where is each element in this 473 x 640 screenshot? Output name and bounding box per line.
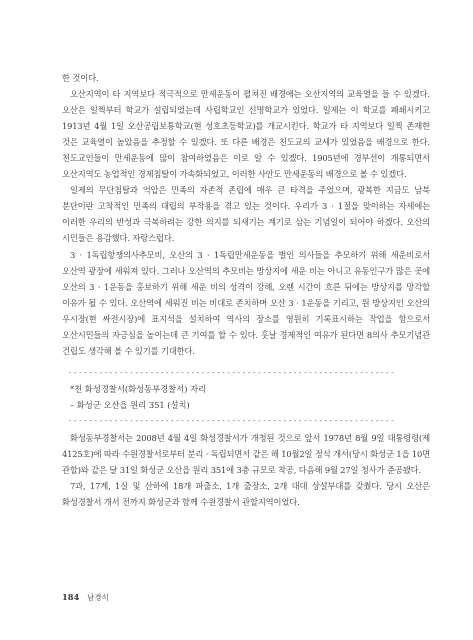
location-title: *천 화성경찰서(화성동부경찰서) 자리 <box>70 383 207 394</box>
dashed-divider-top: ---------------------------------------------------------------- <box>68 368 396 377</box>
paragraph-4: 화성동부경찰서는 2008년 4월 4일 화성경찰서가 개청된 것으로 앞서 1978년 8월 9일 대통령령(제 4125호)에 따라 수원경찰서로부터 분리 · 독립되면서 같은 해 10월2일 정식 개서(당시 화성군 1읍 10면 관할)와 같은 달 31일 화성군 오산읍 원리 351에 3층 규모로 착공, 다음해 9월 27일 청사가 준공됐다. <box>62 432 430 475</box>
paragraph-2: 일제의 무단침탈과 억압은 민족의 자존적 존립에 매우 큰 타격을 주었으며, 광복한 지금도 남북 분단이란 고착적인 민족의 대립의 부작용을 겪고 있는 것이다. 우리가 3 · 1절을 맞이하는 자세에는 이러한 우리의 반성과 극복하려는 강한 의지를 되새기는 계기로 삼는 기념일이 되어야 하겠다. 오산의 시민들은 용감했다. 자랑스럽다. <box>62 185 430 244</box>
dashed-divider-bottom: ---------------------------------------------------------------- <box>68 416 396 425</box>
paragraph-1: 오산지역이 타 지역보다 적극적으로 만세운동이 펼쳐진 배경에는 오산지역의 교육열을 들 수 있겠다. 오산은 일찍부터 학교가 설립되었는데 사립학교인 신명학교가 있었다. 일제는 이 학교를 폐쇄시키고 1913년 4월 1일 오산공립보통학교(현 성호초등학교)를 개교시킨다. 학교가 타 지역보다 일찍 존재한 것은 교육열이 높았음을 추정할 수 있겠다. 또 다른 배경은 천도교의 교세가 있었음을 배경으로 한다. 천도교인들이 만세운동에 많이 참여하였음은 이로 알 수 있겠다. 1905년에 경부선이 개통되면서 오산지역도 농업적인 경제침탈이 가속화되었고, 이러한 사안도 만세운동의 배경으로 볼 수 있겠다. <box>62 89 430 180</box>
page-title: 남경식 <box>86 593 109 602</box>
paragraph-3: 3 · 1독립항쟁의사추모비, 오산의 3 · 1독립만세운동을 벌인 의사들을 추모하기 위해 세운비로서 오산역 광장에 세워져 있다. 그러나 오산역의 추모비는 방상지에 세운 비는 아니고 유동인구가 많은 곳에 오산의 3 · 1운동을 홍보하기 위해 세운 비의 성격이 강해, 오랜 시간이 흐른 뒤에는 방상지를 망각할 이유가 될 수 있다. 오산역에 세워진 비는 비대로 존치하며 오산 3 · 1운동을 기리고, 원 방상지인 오산의 우시장(현 싸전시장)에 표지석을 설치하여 역사의 장소를 영원히 기록표시하는 작업을 함으로서 오산시민들의 자긍심을 높이는데 큰 기여를 할 수 있다. 훗날 경제적인 여유가 된다면 8의사 추모기념관 건립도 생각해 볼 수 있기를 기대한다. <box>62 249 430 356</box>
location-address: – 화성군 오산읍 원리 351 (설치) <box>70 399 190 410</box>
page-number: 184 <box>62 592 80 602</box>
page-footer <box>62 592 109 603</box>
paragraph-5: 7과, 17계, 1실 및 산하에 18개 파출소, 1개 출장소, 2개 대대 상설부대를 갖췄다. 당시 오산은 화성경찰서 개서 전까지 화성군과 함께 수원경찰서 관할지역이었다. <box>62 480 430 508</box>
document-body <box>62 70 430 510</box>
paragraph-0: 한 것이다. <box>62 73 99 83</box>
location-box <box>62 365 430 429</box>
